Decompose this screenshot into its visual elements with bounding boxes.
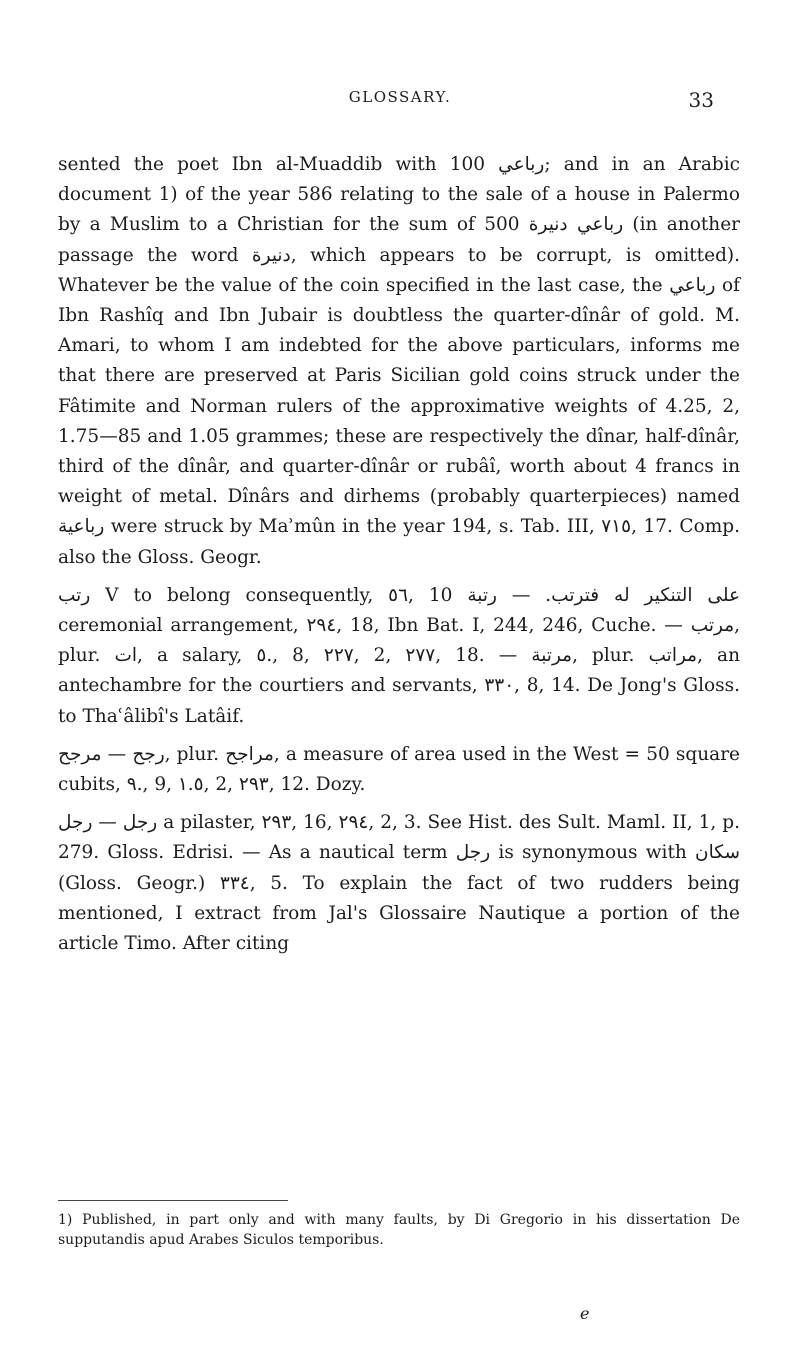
paragraph-rubai: sented the poet Ibn al-Muaddib with 100 رباعي; and in an Arabic document 1) of the year 586 relating to the sale of a house in Palermo by a Muslim to a Christian for the sum of 500 رباعي دنيرة (in another passage the word دنيرة, which appears to be corrupt, is omitted). Whatever be the value of the coin specified in the last case, the رباعي of Ibn Rashîq and Ibn Jubair is doubtless the quarter-dînâr of gold. M. Amari, to whom I am indebted for the above particulars, informs me that there are preserved at Paris Sicilian gold coins struck under the Fâtimite and Norman rulers of the approximative weights of 4.25, 2, 1.75—85 and 1.05 grammes; these are respectively the dînar, half-dînâr, third of the dînâr, and quarter-dînâr or rubâî, worth about 4 francs in weight of metal. Dînârs and dirhems (probably quarterpieces) named رباعية were struck by Maʾmûn in the year 194, s. Tab. III, ۷۱٥, 17. Comp. also the Gloss. Geogr. [58,154,741,568]
page-number: 33 [688,88,714,112]
page-header [0,88,800,118]
footnote: 1) Published, in part only and with many faults, by Di Gregorio in his dissertation De supputandis apud Arabes Siculos temporibus. [58,1212,740,1248]
entry-rjh: رجح — مرجح, plur. مراجح, a measure of area used in the West = 50 square cubits, ٩., 9, ١.٥, 2, ٢٩٣, 12. Dozy. [58,743,740,796]
entry-rjl: رجل — رجل a pilaster, ٢٩٣, 16, ٢٩٤, 2, 3. See Hist. des Sult. Maml. II, 1, p. 279. Gloss. Edrisi. — As a nautical term رجل is synonymous with سكان (Gloss. Geogr.) ٣٣٤, 5. To explain the fact of two rudders being mentioned, I extract from Jal's Glossaire Nautique a portion of the article Timo. After citing [58,812,740,955]
footnote-rule [58,1200,288,1201]
entry-rtb: رتب V to belong consequently, ٥٦, 10 على التنكير له فترتب. — رتبة ceremonial arrangement, ٢٩٤, 18, Ibn Bat. I, 244, 246, Cuche. — مرتب, plur. ات, a salary, ٥., 8, ٢٢٧, 2, ٢٧٧, 18. — مرتبة, plur. مراتب, an antechambre for the courtiers and servants, ٣٣٠, 8, 14. De Jong's Gloss. to Thaʿâlibî's Latâif. [58,584,741,727]
signature-mark: e [580,1304,590,1323]
running-head: GLOSSARY. [348,88,452,106]
body-text [58,150,740,959]
